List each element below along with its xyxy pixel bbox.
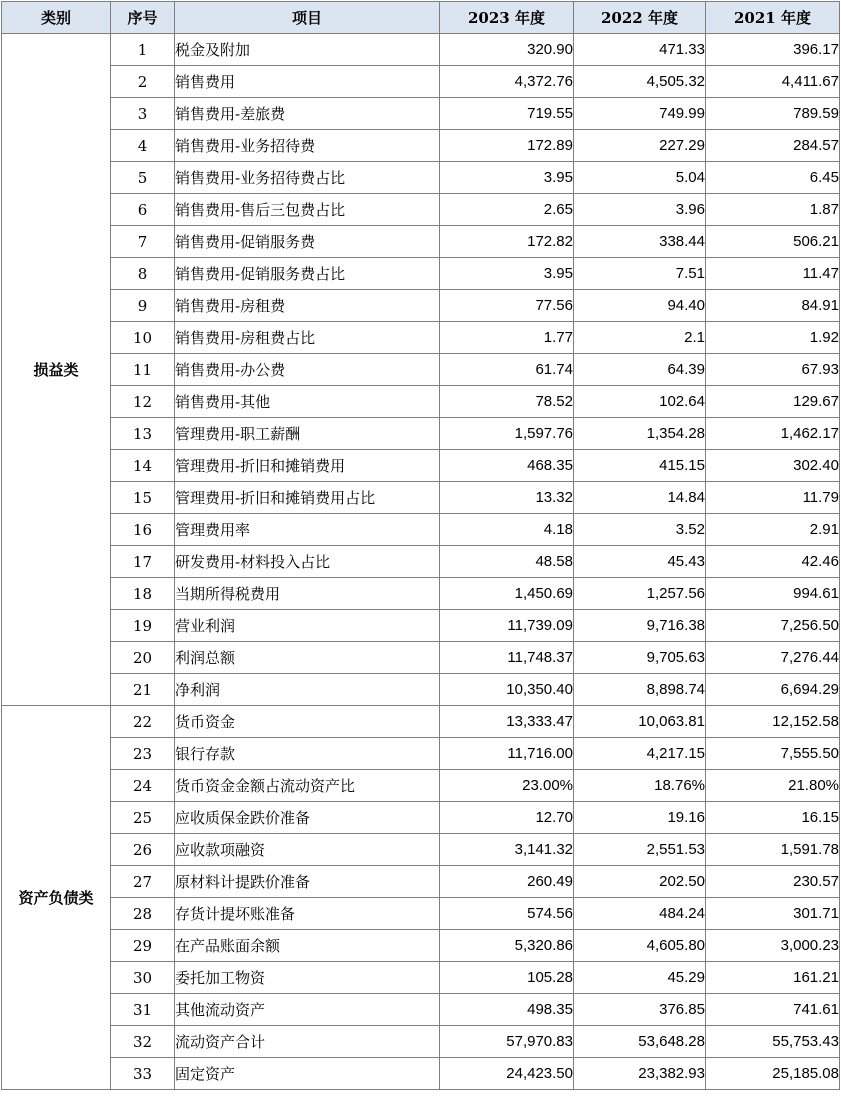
value-2022-cell: 5.04 <box>574 162 706 194</box>
value-2021-cell: 1,462.17 <box>706 418 840 450</box>
header-item: 项目 <box>175 2 440 34</box>
item-cell: 应收质保金跌价准备 <box>175 802 440 834</box>
seq-cell: 5 <box>111 162 175 194</box>
seq-cell: 8 <box>111 258 175 290</box>
seq-cell: 28 <box>111 898 175 930</box>
value-2021-cell: 2.91 <box>706 514 840 546</box>
financial-data-table <box>1 1 840 1090</box>
table-row <box>2 226 840 258</box>
seq-cell: 12 <box>111 386 175 418</box>
header-row <box>2 2 840 34</box>
header-seq: 序号 <box>111 2 175 34</box>
value-2022-cell: 94.40 <box>574 290 706 322</box>
header-category: 类别 <box>2 2 111 34</box>
table-row <box>2 546 840 578</box>
value-2023-cell: 4,372.76 <box>440 66 574 98</box>
value-2022-cell: 1,257.56 <box>574 578 706 610</box>
value-2021-cell: 6,694.29 <box>706 674 840 706</box>
value-2022-cell: 471.33 <box>574 34 706 66</box>
value-2023-cell: 13,333.47 <box>440 706 574 738</box>
item-cell: 税金及附加 <box>175 34 440 66</box>
item-cell: 管理费用率 <box>175 514 440 546</box>
value-2021-cell: 42.46 <box>706 546 840 578</box>
table-row <box>2 610 840 642</box>
value-2022-cell: 2.1 <box>574 322 706 354</box>
value-2021-cell: 67.93 <box>706 354 840 386</box>
item-cell: 销售费用-其他 <box>175 386 440 418</box>
table-row <box>2 834 840 866</box>
table-row <box>2 578 840 610</box>
value-2023-cell: 1,450.69 <box>440 578 574 610</box>
seq-cell: 33 <box>111 1058 175 1090</box>
value-2021-cell: 21.80% <box>706 770 840 802</box>
value-2021-cell: 396.17 <box>706 34 840 66</box>
item-cell: 管理费用-折旧和摊销费用占比 <box>175 482 440 514</box>
value-2022-cell: 18.76% <box>574 770 706 802</box>
item-cell: 存货计提坏账准备 <box>175 898 440 930</box>
seq-cell: 24 <box>111 770 175 802</box>
value-2022-cell: 9,716.38 <box>574 610 706 642</box>
value-2022-cell: 64.39 <box>574 354 706 386</box>
seq-cell: 17 <box>111 546 175 578</box>
seq-cell: 21 <box>111 674 175 706</box>
header-2021: 2021 年度 <box>706 2 840 34</box>
item-cell: 销售费用-办公费 <box>175 354 440 386</box>
value-2023-cell: 1,597.76 <box>440 418 574 450</box>
value-2022-cell: 7.51 <box>574 258 706 290</box>
seq-cell: 6 <box>111 194 175 226</box>
item-cell: 流动资产合计 <box>175 1026 440 1058</box>
item-cell: 销售费用-促销服务费 <box>175 226 440 258</box>
value-2022-cell: 3.52 <box>574 514 706 546</box>
value-2023-cell: 574.56 <box>440 898 574 930</box>
item-cell: 销售费用-业务招待费 <box>175 130 440 162</box>
table-row <box>2 130 840 162</box>
value-2022-cell: 102.64 <box>574 386 706 418</box>
table-row <box>2 322 840 354</box>
table-row <box>2 1026 840 1058</box>
value-2023-cell: 3.95 <box>440 258 574 290</box>
value-2023-cell: 498.35 <box>440 994 574 1026</box>
seq-cell: 32 <box>111 1026 175 1058</box>
table-row <box>2 866 840 898</box>
value-2021-cell: 12,152.58 <box>706 706 840 738</box>
item-cell: 销售费用-差旅费 <box>175 98 440 130</box>
category-cell: 损益类 <box>2 34 111 706</box>
seq-cell: 22 <box>111 706 175 738</box>
seq-cell: 7 <box>111 226 175 258</box>
value-2023-cell: 2.65 <box>440 194 574 226</box>
value-2022-cell: 19.16 <box>574 802 706 834</box>
value-2022-cell: 53,648.28 <box>574 1026 706 1058</box>
value-2023-cell: 24,423.50 <box>440 1058 574 1090</box>
value-2021-cell: 994.61 <box>706 578 840 610</box>
value-2023-cell: 48.58 <box>440 546 574 578</box>
item-cell: 管理费用-折旧和摊销费用 <box>175 450 440 482</box>
value-2023-cell: 11,748.37 <box>440 642 574 674</box>
value-2022-cell: 1,354.28 <box>574 418 706 450</box>
value-2022-cell: 45.43 <box>574 546 706 578</box>
seq-cell: 19 <box>111 610 175 642</box>
item-cell: 管理费用-职工薪酬 <box>175 418 440 450</box>
item-cell: 原材料计提跌价准备 <box>175 866 440 898</box>
seq-cell: 11 <box>111 354 175 386</box>
seq-cell: 2 <box>111 66 175 98</box>
seq-cell: 20 <box>111 642 175 674</box>
item-cell: 销售费用 <box>175 66 440 98</box>
table-row <box>2 98 840 130</box>
table-row <box>2 194 840 226</box>
value-2022-cell: 3.96 <box>574 194 706 226</box>
seq-cell: 9 <box>111 290 175 322</box>
value-2023-cell: 12.70 <box>440 802 574 834</box>
value-2023-cell: 13.32 <box>440 482 574 514</box>
seq-cell: 26 <box>111 834 175 866</box>
seq-cell: 4 <box>111 130 175 162</box>
value-2022-cell: 45.29 <box>574 962 706 994</box>
item-cell: 固定资产 <box>175 1058 440 1090</box>
value-2022-cell: 202.50 <box>574 866 706 898</box>
table-row <box>2 66 840 98</box>
item-cell: 销售费用-房租费 <box>175 290 440 322</box>
table-row <box>2 418 840 450</box>
table-row <box>2 162 840 194</box>
value-2022-cell: 4,217.15 <box>574 738 706 770</box>
table-row <box>2 706 840 738</box>
value-2023-cell: 3.95 <box>440 162 574 194</box>
value-2022-cell: 4,505.32 <box>574 66 706 98</box>
item-cell: 应收款项融资 <box>175 834 440 866</box>
value-2023-cell: 61.74 <box>440 354 574 386</box>
table-row <box>2 450 840 482</box>
table-row <box>2 514 840 546</box>
value-2022-cell: 14.84 <box>574 482 706 514</box>
value-2021-cell: 129.67 <box>706 386 840 418</box>
value-2023-cell: 11,739.09 <box>440 610 574 642</box>
table-row <box>2 738 840 770</box>
seq-cell: 30 <box>111 962 175 994</box>
value-2021-cell: 4,411.67 <box>706 66 840 98</box>
seq-cell: 1 <box>111 34 175 66</box>
value-2021-cell: 11.47 <box>706 258 840 290</box>
value-2021-cell: 301.71 <box>706 898 840 930</box>
value-2021-cell: 7,276.44 <box>706 642 840 674</box>
item-cell: 委托加工物资 <box>175 962 440 994</box>
table-body <box>2 34 840 1090</box>
item-cell: 研发费用-材料投入占比 <box>175 546 440 578</box>
value-2023-cell: 77.56 <box>440 290 574 322</box>
value-2022-cell: 8,898.74 <box>574 674 706 706</box>
value-2023-cell: 57,970.83 <box>440 1026 574 1058</box>
value-2021-cell: 1,591.78 <box>706 834 840 866</box>
value-2021-cell: 741.61 <box>706 994 840 1026</box>
header-2023: 2023 年度 <box>440 2 574 34</box>
value-2021-cell: 230.57 <box>706 866 840 898</box>
value-2023-cell: 320.90 <box>440 34 574 66</box>
value-2021-cell: 25,185.08 <box>706 1058 840 1090</box>
item-cell: 利润总额 <box>175 642 440 674</box>
value-2023-cell: 23.00% <box>440 770 574 802</box>
category-cell: 资产负债类 <box>2 706 111 1090</box>
item-cell: 货币资金金额占流动资产比 <box>175 770 440 802</box>
seq-cell: 27 <box>111 866 175 898</box>
table-row <box>2 290 840 322</box>
seq-cell: 14 <box>111 450 175 482</box>
table-row <box>2 802 840 834</box>
table-row <box>2 962 840 994</box>
table-row <box>2 898 840 930</box>
table-row <box>2 354 840 386</box>
value-2023-cell: 3,141.32 <box>440 834 574 866</box>
value-2022-cell: 9,705.63 <box>574 642 706 674</box>
item-cell: 营业利润 <box>175 610 440 642</box>
value-2022-cell: 376.85 <box>574 994 706 1026</box>
value-2022-cell: 227.29 <box>574 130 706 162</box>
value-2022-cell: 23,382.93 <box>574 1058 706 1090</box>
value-2021-cell: 84.91 <box>706 290 840 322</box>
header-2022: 2022 年度 <box>574 2 706 34</box>
value-2022-cell: 4,605.80 <box>574 930 706 962</box>
value-2023-cell: 11,716.00 <box>440 738 574 770</box>
item-cell: 销售费用-业务招待费占比 <box>175 162 440 194</box>
value-2021-cell: 302.40 <box>706 450 840 482</box>
seq-cell: 3 <box>111 98 175 130</box>
value-2021-cell: 16.15 <box>706 802 840 834</box>
value-2023-cell: 105.28 <box>440 962 574 994</box>
table-row <box>2 1058 840 1090</box>
item-cell: 其他流动资产 <box>175 994 440 1026</box>
value-2023-cell: 172.89 <box>440 130 574 162</box>
value-2022-cell: 484.24 <box>574 898 706 930</box>
value-2021-cell: 1.92 <box>706 322 840 354</box>
table-row <box>2 674 840 706</box>
table-row <box>2 994 840 1026</box>
item-cell: 货币资金 <box>175 706 440 738</box>
seq-cell: 18 <box>111 578 175 610</box>
seq-cell: 16 <box>111 514 175 546</box>
value-2021-cell: 7,555.50 <box>706 738 840 770</box>
item-cell: 在产品账面余额 <box>175 930 440 962</box>
table-row <box>2 930 840 962</box>
value-2023-cell: 172.82 <box>440 226 574 258</box>
item-cell: 银行存款 <box>175 738 440 770</box>
value-2021-cell: 789.59 <box>706 98 840 130</box>
item-cell: 净利润 <box>175 674 440 706</box>
seq-cell: 29 <box>111 930 175 962</box>
table-row <box>2 34 840 66</box>
value-2021-cell: 161.21 <box>706 962 840 994</box>
value-2023-cell: 10,350.40 <box>440 674 574 706</box>
value-2023-cell: 1.77 <box>440 322 574 354</box>
seq-cell: 13 <box>111 418 175 450</box>
seq-cell: 25 <box>111 802 175 834</box>
seq-cell: 15 <box>111 482 175 514</box>
table-row <box>2 770 840 802</box>
value-2021-cell: 506.21 <box>706 226 840 258</box>
value-2022-cell: 10,063.81 <box>574 706 706 738</box>
value-2021-cell: 1.87 <box>706 194 840 226</box>
value-2021-cell: 11.79 <box>706 482 840 514</box>
value-2023-cell: 4.18 <box>440 514 574 546</box>
seq-cell: 23 <box>111 738 175 770</box>
item-cell: 销售费用-房租费占比 <box>175 322 440 354</box>
table-header <box>2 2 840 34</box>
seq-cell: 10 <box>111 322 175 354</box>
value-2021-cell: 55,753.43 <box>706 1026 840 1058</box>
value-2023-cell: 78.52 <box>440 386 574 418</box>
value-2022-cell: 415.15 <box>574 450 706 482</box>
seq-cell: 31 <box>111 994 175 1026</box>
item-cell: 当期所得税费用 <box>175 578 440 610</box>
table-row <box>2 258 840 290</box>
value-2021-cell: 3,000.23 <box>706 930 840 962</box>
table-row <box>2 482 840 514</box>
item-cell: 销售费用-售后三包费占比 <box>175 194 440 226</box>
value-2023-cell: 468.35 <box>440 450 574 482</box>
value-2021-cell: 6.45 <box>706 162 840 194</box>
value-2021-cell: 7,256.50 <box>706 610 840 642</box>
value-2023-cell: 5,320.86 <box>440 930 574 962</box>
table-row <box>2 386 840 418</box>
item-cell: 销售费用-促销服务费占比 <box>175 258 440 290</box>
value-2022-cell: 749.99 <box>574 98 706 130</box>
value-2022-cell: 338.44 <box>574 226 706 258</box>
value-2022-cell: 2,551.53 <box>574 834 706 866</box>
value-2023-cell: 260.49 <box>440 866 574 898</box>
value-2023-cell: 719.55 <box>440 98 574 130</box>
table-row <box>2 642 840 674</box>
value-2021-cell: 284.57 <box>706 130 840 162</box>
